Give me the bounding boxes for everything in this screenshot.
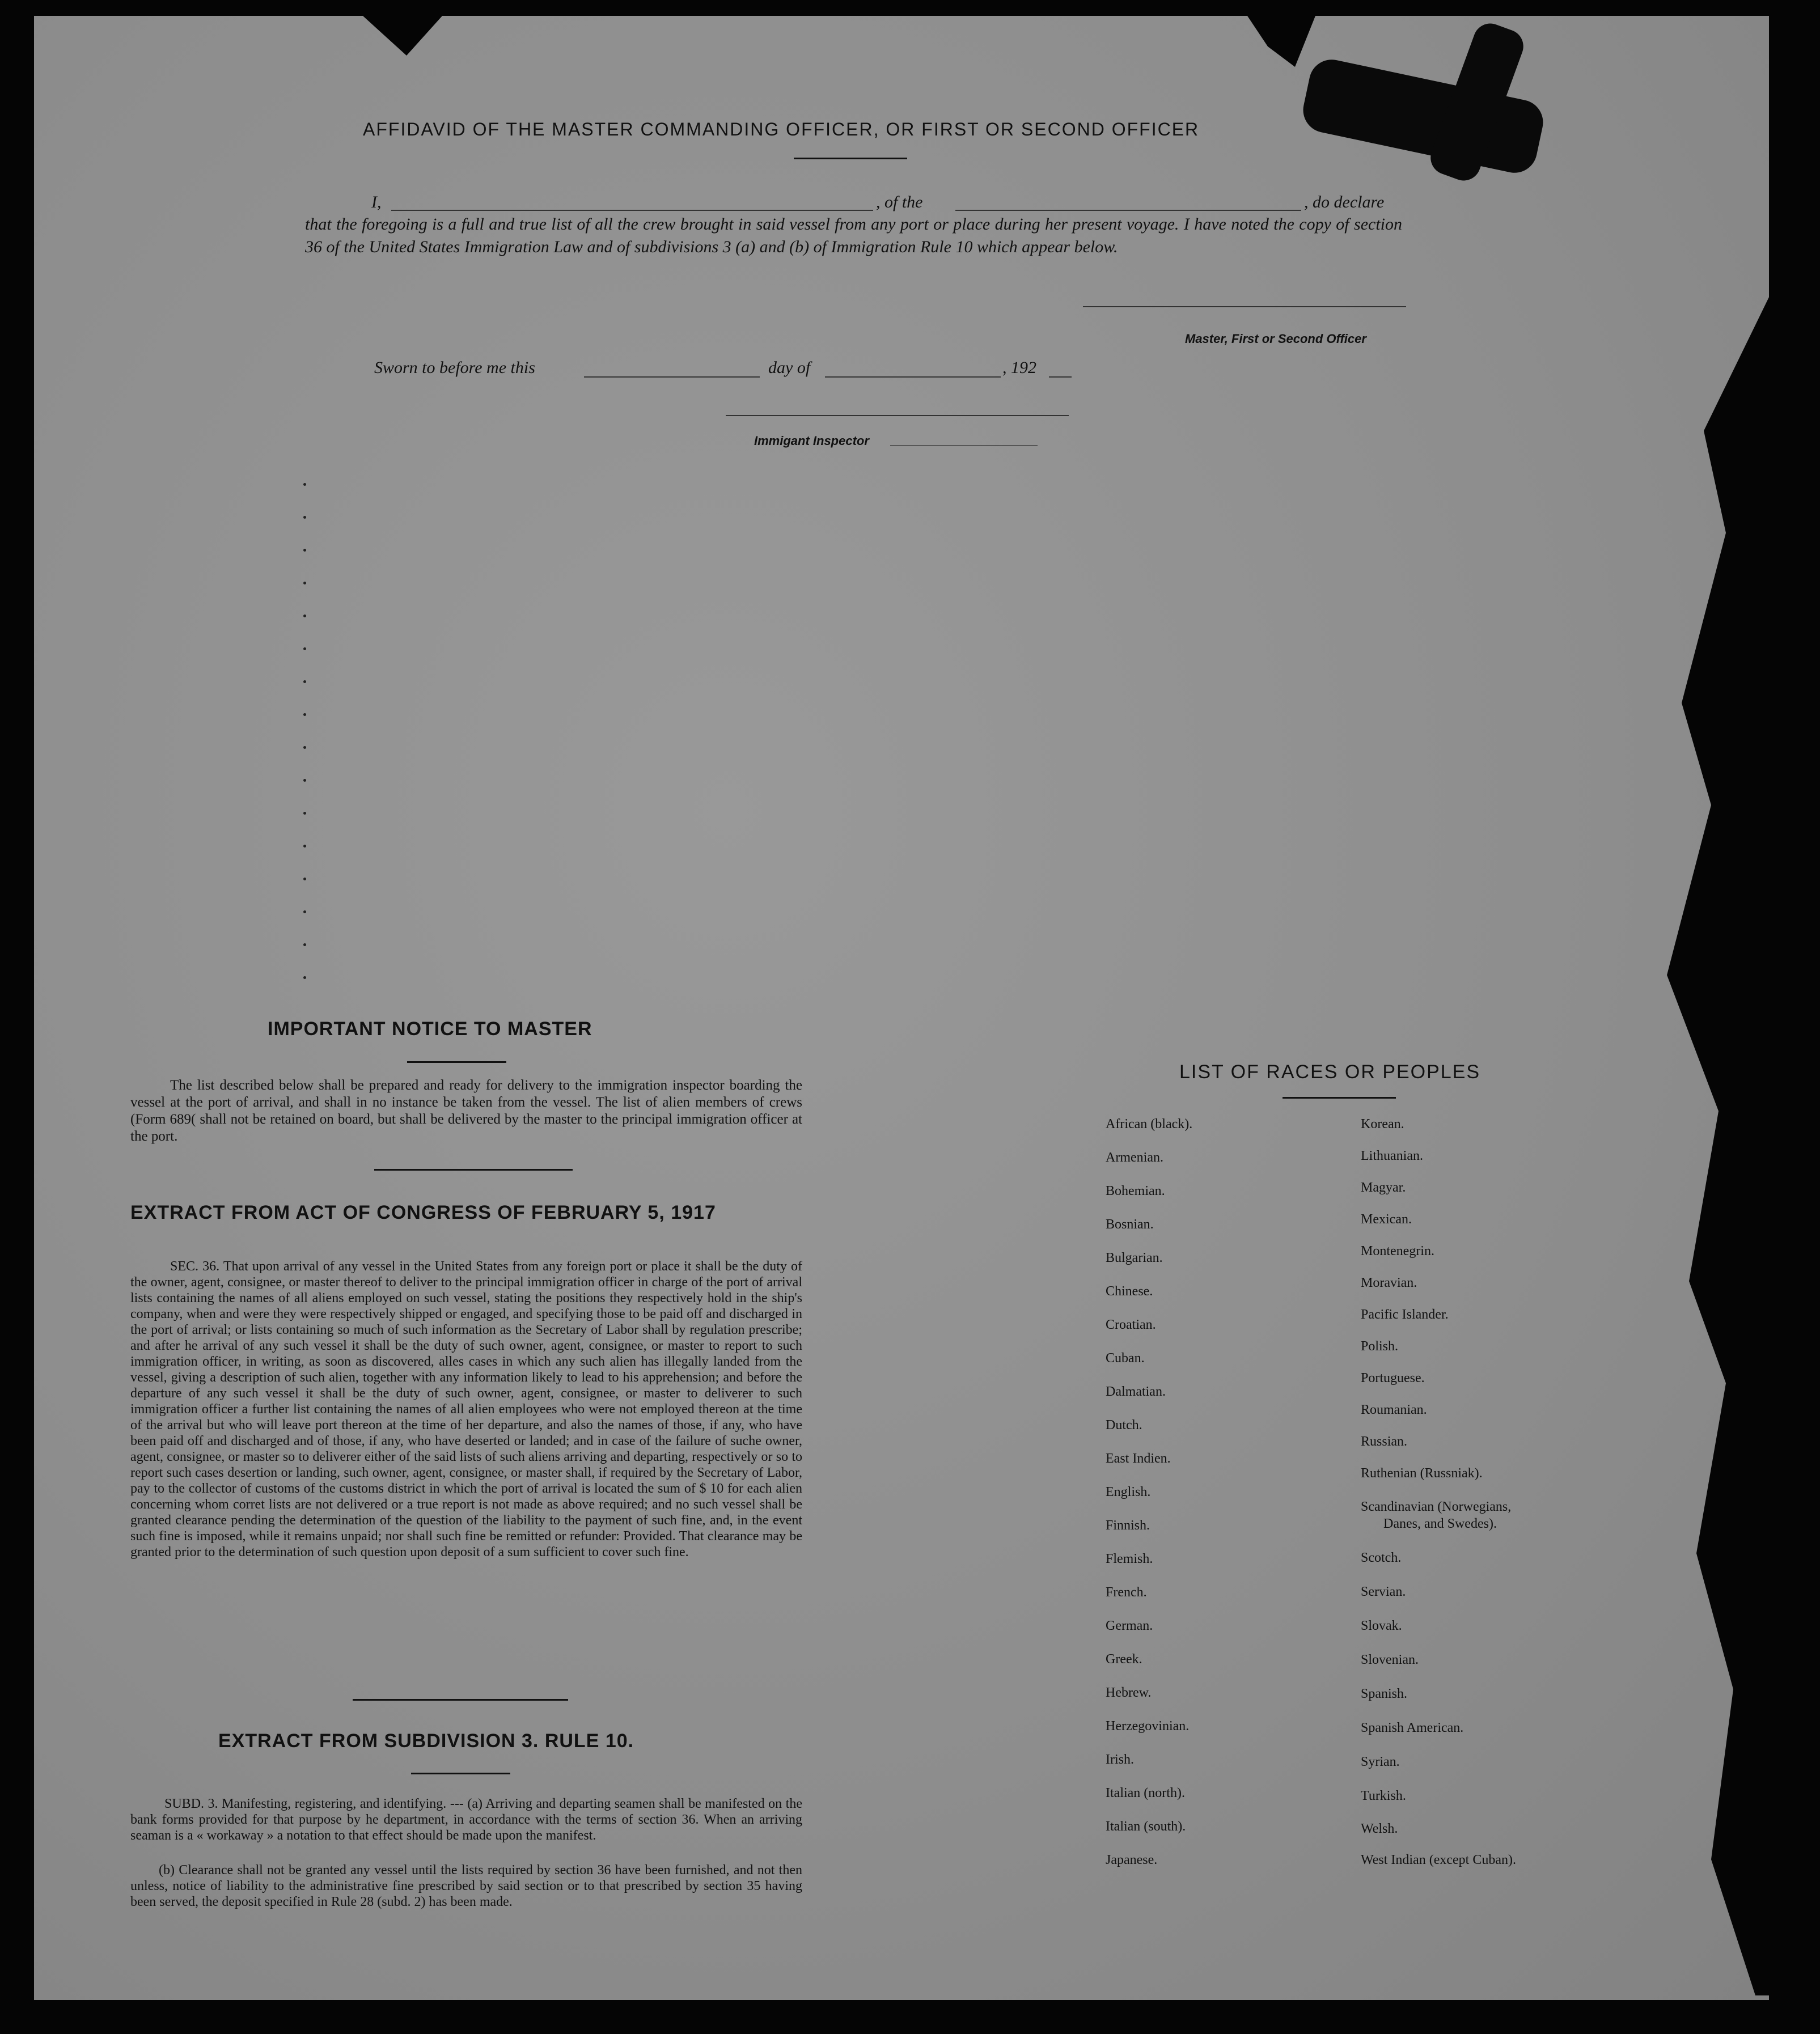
affidavit-declare-label: , do declare <box>1304 193 1385 211</box>
affidavit-of-the-label: , of the <box>876 193 923 211</box>
race-item: Slovak. <box>1361 1618 1402 1633</box>
divider <box>1283 1097 1396 1099</box>
document-page <box>34 16 1769 2000</box>
race-item: Japanese. <box>1106 1853 1158 1867</box>
race-item: German. <box>1106 1618 1153 1633</box>
race-item: Welsh. <box>1361 1821 1398 1836</box>
margin-mark <box>303 878 306 880</box>
name-blank <box>391 210 873 211</box>
inspector-blank <box>726 415 1069 416</box>
margin-mark <box>303 943 306 946</box>
race-item: Dutch. <box>1106 1418 1142 1433</box>
signature-label: Master, First or Second Officer <box>1185 332 1366 346</box>
margin-mark <box>303 713 306 716</box>
race-item: Chinese. <box>1106 1284 1153 1299</box>
race-item: Scotch. <box>1361 1550 1402 1565</box>
race-item: Lithuanian. <box>1361 1149 1423 1163</box>
race-item: Hebrew. <box>1106 1685 1152 1700</box>
margin-mark <box>303 483 306 486</box>
race-item: French. <box>1106 1585 1147 1600</box>
margin-mark <box>303 516 306 519</box>
notice-title: IMPORTANT NOTICE TO MASTER <box>268 1018 592 1040</box>
margin-mark <box>303 582 306 584</box>
race-item: Syrian. <box>1361 1755 1400 1769</box>
race-item: Pacific Islander. <box>1361 1307 1449 1322</box>
race-item: Portuguese. <box>1361 1371 1425 1385</box>
race-item: Danes, and Swedes). <box>1383 1516 1497 1531</box>
margin-mark <box>303 615 306 617</box>
margin-mark <box>303 910 306 913</box>
divider <box>407 1061 506 1063</box>
race-item: Bulgarian. <box>1106 1251 1163 1265</box>
affidavit-i-label: I, <box>371 193 382 211</box>
race-item: Finnish. <box>1106 1518 1150 1533</box>
race-item: Cuban. <box>1106 1351 1145 1366</box>
race-item: East Indien. <box>1106 1451 1171 1466</box>
sworn-label: Sworn to before me this <box>374 358 535 377</box>
sworn-year-label: , 192 <box>1002 358 1036 377</box>
race-item: Herzegovinian. <box>1106 1719 1190 1734</box>
race-item: Mexican. <box>1361 1212 1412 1227</box>
race-item: Bohemian. <box>1106 1184 1165 1198</box>
race-item: Italian (north). <box>1106 1786 1185 1800</box>
affidavit-title: AFFIDAVID OF THE MASTER COMMANDING OFFICER, OR FIRST OR SECOND OFFICER <box>363 119 1200 139</box>
act-extract-title: EXTRACT FROM ACT OF CONGRESS OF FEBRUARY 5, 1917 <box>130 1202 716 1223</box>
race-item: Greek. <box>1106 1652 1142 1667</box>
race-item: Russian. <box>1361 1434 1408 1449</box>
margin-mark <box>303 549 306 552</box>
race-item: Flemish. <box>1106 1552 1153 1566</box>
margin-mark <box>303 746 306 749</box>
race-item: African (black). <box>1106 1117 1193 1132</box>
sworn-date-blank <box>584 376 760 378</box>
inspector-blank-2 <box>890 445 1038 446</box>
margin-mark <box>303 680 306 683</box>
race-item: Moravian. <box>1361 1276 1417 1290</box>
sworn-day-label: day of <box>768 358 811 377</box>
sworn-year-blank <box>1049 376 1072 378</box>
race-item: Slovenian. <box>1361 1652 1419 1667</box>
rule-extract-para-b: (b) Clearance shall not be granted any vessel until the lists required by section 36 have been furnished, and not then unless, notice of liability to the administrative fine prescribed by said section or to that prescribed by section 35 having been served, the deposit specified in Rule 28 (subd. 2) has been made. <box>130 1863 802 1909</box>
sworn-month-blank <box>825 376 1001 378</box>
race-item: Armenian. <box>1106 1150 1163 1165</box>
signature-blank <box>1083 306 1406 307</box>
vessel-blank <box>955 210 1301 211</box>
race-item: Ruthenian (Russniak). <box>1361 1466 1483 1481</box>
race-item: Bosnian. <box>1106 1217 1154 1232</box>
margin-mark <box>303 812 306 815</box>
race-item: Irish. <box>1106 1752 1134 1767</box>
race-item: Magyar. <box>1361 1180 1406 1195</box>
race-item: Turkish. <box>1361 1789 1406 1803</box>
notice-body: The list described below shall be prepared and ready for delivery to the immigration inspector boarding the vessel at the port of arrival, and shall in no instance be taken from the vessel. The list of alien members of crews (Form 689( shall not be retained on board, but shall be delivered by the master to the principal immigration officer at the port. <box>130 1078 802 1144</box>
margin-mark <box>303 779 306 782</box>
race-item: Scandinavian (Norwegians, <box>1361 1499 1512 1514</box>
race-item: Roumanian. <box>1361 1402 1427 1417</box>
affidavit-body: that the foregoing is a full and true list of all the crew brought in said vessel from any port or place during her present voyage. I have noted the copy of section 36 of the United States Immigration Law and of subdivisions 3 (a) and (b) of Immigration Rule 10 which appear below. <box>305 215 1402 256</box>
race-item: English. <box>1106 1485 1151 1499</box>
act-extract-body: SEC. 36. That upon arrival of any vessel in the United States from any foreign port or place it shall be the duty of the owner, agent, consignee, or master thereof to deliver to the principal immigration officer in charge of the port of arrival lists containing the names of all aliens employed on such vessel, stating the positions they respectively hold in the ship's company, when and were they were respectively shipped or engaged, and specifying those to be paid off and discharged in the port of arrival; or lists containing so much of such information as the Secretary of Labor shall by regulation prescribe; and after he arrival of any such vessel it shall be the duty of such owner, agent, consignee, or master to report to such immigration officer, in writing, as soon as discovered, alles cases in which any such alien has illegally landed from the vessel, giving a description of such alien, together with any information likely to lead to his apprehension; and before the departure of any such vessel it shall be the duty of such owner, agent, consignee, or master to deliverer to such immigration officer a further list containing the names of all alien employees who were not employed thereon at the time of the arrival but who will leave port thereon at the time of her departure, and also the names of those, if any, who have been paid off and discharged and of those, if any, who have deserted or landed; and in case of the failure of suche owner, agent, consignee, or master so to deliverer either of the said lists of such aliens arriving and departing, respectively or so to report such cases desertion or landing, such owner, agent, consignee, or master shall, if required by the Secretary of Labor, pay to the collector of customs of the customs district in which the port of arrival is located the sum of $ 10 for each alien concerning whom corret lists are not delivered or a true report is not made as above required; and no such vessel shall be granted clearance pending the determination of the question of the liability to the payment of such fine, and, in the event such fine is imposed, while it remains unpaid; nor shall such fine be remitted or refunder: Provided. That clearance may be granted prior to the determination of such question upon deposit of a sum sufficient to cover such fine. <box>130 1259 802 1560</box>
race-item: West Indian (except Cuban). <box>1361 1853 1516 1867</box>
margin-mark <box>303 976 306 979</box>
divider <box>374 1169 573 1171</box>
race-item: Korean. <box>1361 1117 1404 1132</box>
race-item: Polish. <box>1361 1339 1399 1354</box>
race-item: Spanish. <box>1361 1686 1408 1701</box>
divider <box>411 1773 510 1774</box>
races-title: LIST OF RACES OR PEOPLES <box>1179 1061 1481 1083</box>
rule-extract-para-a: SUBD. 3. Manifesting, registering, and identifying. --- (a) Arriving and departing seamen shall be manifested on the bank forms provided for that purpose by he department, in accordance with the terms of section 36. When an arriving seaman is a « workaway » a notation to that effect should be made upon the manifest. <box>130 1796 802 1843</box>
race-item: Italian (south). <box>1106 1819 1186 1834</box>
divider <box>353 1699 568 1701</box>
inspector-label: Immigant Inspector <box>754 434 869 448</box>
race-item: Montenegrin. <box>1361 1244 1434 1258</box>
race-item: Croatian. <box>1106 1317 1156 1332</box>
rule-extract-title: EXTRACT FROM SUBDIVISION 3. RULE 10. <box>218 1730 634 1752</box>
margin-mark <box>303 647 306 650</box>
margin-mark <box>303 845 306 847</box>
race-item: Servian. <box>1361 1584 1406 1599</box>
race-item: Dalmatian. <box>1106 1384 1166 1399</box>
divider <box>794 158 907 159</box>
race-item: Spanish American. <box>1361 1721 1464 1735</box>
